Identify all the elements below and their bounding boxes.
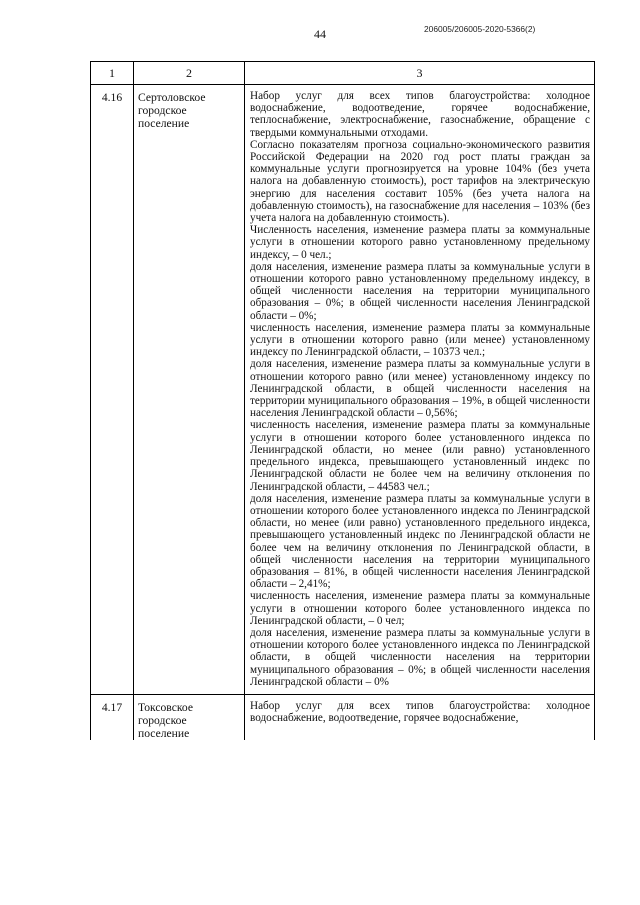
row-number: 4.17: [91, 694, 134, 740]
paragraph: численность населения, изменение размера платы за коммунальные услуги в отношении которого более установленного индекса по Ленинградской области, но менее (или равно) установленного предельного индекса, превышающего установленный индекс по Ленинградской области не более чем на величину отклонения по Ленинградской области, – 44583 чел.;: [250, 419, 590, 493]
table-header-row: [91, 62, 595, 85]
table-row: [91, 85, 595, 695]
paragraph: доля населения, изменение размера платы за коммунальные услуги в отношении которого равно установленному предельному индексу, в общей численности населения на территории муниципального образования – 0%; в общей численности населения Ленинградской области – 0%;: [250, 260, 590, 322]
table-row: [91, 694, 595, 740]
paragraph: доля населения, изменение размера платы за коммунальные услуги в отношении которого равно (или менее) установленному индексу по Ленинградской области, в общей численности населения на территории муниципального образования – 19%, в общей численности населения Ленинградской области – 0,56%;: [250, 358, 590, 420]
row-description: [245, 694, 595, 740]
municipality-name: Токсовское городское поселение: [134, 694, 245, 740]
data-table: [90, 61, 595, 740]
paragraph: численность населения, изменение размера платы за коммунальные услуги в отношении которого более установленного индекса по Ленинградской области, – 0 чел;: [250, 590, 590, 627]
column-header-1: 1: [91, 62, 134, 85]
paragraph: Согласно показателям прогноза социально-экономического развития Российской Федерации на 2020 год рост платы граждан за коммунальные услуги прогнозируется на уровне 104% (без учета налога на добавленную стоимость), рост тарифов на электрическую энергию для населения составит 105% (без учета налога на добавленную стоимость), на газоснабжение для населения – 103% (без учета налога на добавленную стоимость).: [250, 138, 590, 225]
paragraph: Численность населения, изменение размера платы за коммунальные услуги в отношении которого равно установленному предельному индексу, – 0 чел.;: [250, 224, 590, 261]
paragraph: Набор услуг для всех типов благоустройства: холодное водоснабжение, водоотведение, горячее водоснабжение,: [250, 699, 590, 725]
paragraph: Набор услуг для всех типов благоустройства: холодное водоснабжение, водоотведение, горячее водоснабжение, теплоснабжение, электроснабжение, газоснабжение, обращение с твердыми коммунальными отходами.: [250, 90, 590, 139]
row-description: [245, 85, 595, 695]
column-header-3: 3: [245, 62, 595, 85]
document-id: 206005/206005-2020-5366(2): [424, 24, 536, 34]
row-number: 4.16: [91, 85, 134, 695]
paragraph: доля населения, изменение размера платы за коммунальные услуги в отношении которого более установленного индекса по Ленинградской области, но менее (или равно) установленного предельного индекса, превышающего установленный индекс по Ленинградской области не более чем на величину отклонения по Ленинградской области, в общей численности населения на территории муниципального образования – 81%, в общей численности населения Ленинградской области – 2,41%;: [250, 492, 590, 591]
page-number: 44: [314, 27, 326, 41]
paragraph: доля населения, изменение размера платы за коммунальные услуги в отношении которого более установленного индекса по Ленинградской области, в общей численности населения на территории муниципального образования – 0%; в общей численности населения Ленинградской области – 0%: [250, 626, 590, 688]
paragraph: численность населения, изменение размера платы за коммунальные услуги в отношении которого равно (или менее) установленному индексу по Ленинградской области, – 10373 чел.;: [250, 321, 590, 359]
municipality-name: Сертоловское городское поселение: [134, 85, 245, 695]
column-header-2: 2: [134, 62, 245, 85]
